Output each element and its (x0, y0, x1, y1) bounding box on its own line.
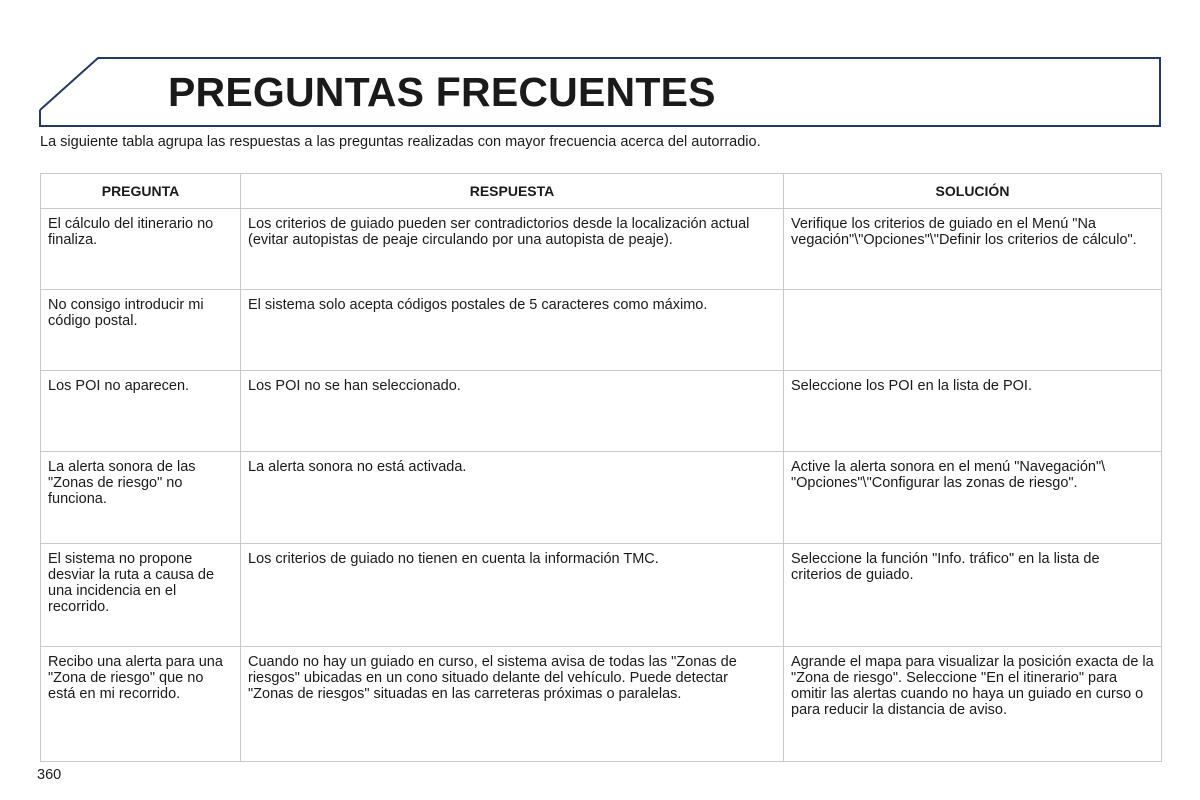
intro-text: La siguiente tabla agrupa las respuestas a las preguntas realizadas con mayor frecuencia acerca del autorradio. (40, 134, 761, 150)
column-header-pregunta: PREGUNTA (41, 174, 241, 209)
cell-respuesta: Los criterios de guiado no tienen en cuenta la información TMC. (241, 544, 784, 647)
cell-respuesta: Cuando no hay un guiado en curso, el sistema avisa de todas las "Zonas de riesgos" ubicadas en un cono situado delante del vehículo. Puede detectar "Zonas de riesgos" situadas en las carreteras próximas o paralelas. (241, 647, 784, 762)
cell-pregunta: Recibo una alerta para una "Zona de riesgo" que no está en mi recorrido. (41, 647, 241, 762)
cell-pregunta: El cálculo del itinerario no finaliza. (41, 209, 241, 290)
cell-respuesta: Los POI no se han seleccionado. (241, 371, 784, 452)
table-row (41, 371, 1162, 452)
page-number: 360 (37, 767, 62, 783)
table-row (41, 209, 1162, 290)
cell-respuesta: La alerta sonora no está activada. (241, 452, 784, 544)
cell-pregunta: No consigo introducir mi código postal. (41, 290, 241, 371)
table-row (41, 290, 1162, 371)
cell-pregunta: La alerta sonora de las "Zonas de riesgo" no funciona. (41, 452, 241, 544)
page-title: PREGUNTAS FRECUENTES (168, 69, 716, 115)
cell-solucion (784, 290, 1162, 371)
column-header-solucion: SOLUCIÓN (784, 174, 1162, 209)
cell-respuesta: Los criterios de guiado pueden ser contradictorios desde la localización actual (evitar autopistas de peaje circulando por una autopista de peaje). (241, 209, 784, 290)
cell-solucion: Agrande el mapa para visualizar la posición exacta de la "Zona de riesgo". Seleccione "En el itinerario" para omitir las alertas cuando no haya un guiado en curso o para reducir la distancia de aviso. (784, 647, 1162, 762)
table-header-row (41, 174, 1162, 209)
faq-table (40, 173, 1162, 762)
cell-solucion: Verifique los criterios de guiado en el Menú "Na vegación"\"Opciones"\"Definir los criterios de cálculo". (784, 209, 1162, 290)
cell-solucion: Active la alerta sonora en el menú "Navegación"\ "Opciones"\"Configurar las zonas de riesgo". (784, 452, 1162, 544)
cell-pregunta: El sistema no propone desviar la ruta a causa de una incidencia en el recorrido. (41, 544, 241, 647)
cell-solucion: Seleccione los POI en la lista de POI. (784, 371, 1162, 452)
table-row (41, 544, 1162, 647)
table-row (41, 647, 1162, 762)
column-header-respuesta: RESPUESTA (241, 174, 784, 209)
cell-respuesta: El sistema solo acepta códigos postales de 5 caracteres como máximo. (241, 290, 784, 371)
cell-solucion: Seleccione la función "Info. tráfico" en la lista de criterios de guiado. (784, 544, 1162, 647)
cell-pregunta: Los POI no aparecen. (41, 371, 241, 452)
table-row (41, 452, 1162, 544)
